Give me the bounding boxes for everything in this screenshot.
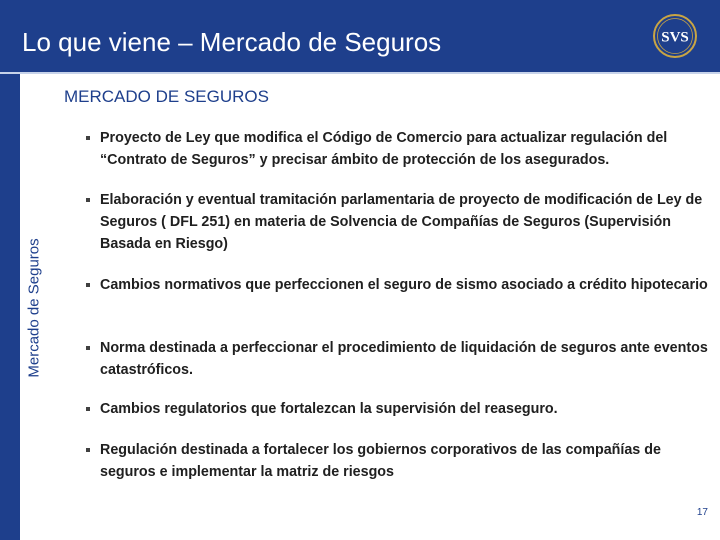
bullet-marker — [86, 283, 90, 287]
bullet-marker — [86, 407, 90, 411]
svs-logo — [652, 13, 698, 59]
bullet-text: Norma destinada a perfeccionar el procedimiento de liquidación de seguros ante eventos catastróficos. — [100, 340, 708, 378]
svg-text:SVS: SVS — [661, 29, 689, 46]
slide-header — [0, 0, 720, 72]
sidebar-band — [0, 74, 20, 540]
section-heading: MERCADO DE SEGUROS — [64, 87, 269, 106]
bullet-text: Cambios normativos que perfeccionen el seguro de sismo asociado a crédito hipotecario — [100, 277, 708, 293]
header-divider — [0, 72, 720, 74]
page-number: 17 — [696, 507, 708, 518]
bullet-marker — [86, 448, 90, 452]
bullet-text: Elaboración y eventual tramitación parlamentaria de proyecto de modificación de Ley de Seguros ( DFL 251) en materia de Solvencia de Compañías de Seguros (Supervisión Basada en Riesgo) — [100, 192, 703, 252]
bullet-marker — [86, 136, 90, 140]
bullet-text: Regulación destinada a fortalecer los gobiernos corporativos de las compañías de seguros e implementar la matriz de riesgos — [100, 442, 661, 480]
sidebar-label: Mercado de Seguros — [25, 238, 43, 378]
bullet-text: Proyecto de Ley que modifica el Código de Comercio para actualizar regulación del “Contrato de Seguros” y precisar ámbito de protección de los asegurados. — [100, 130, 668, 168]
bullet-text: Cambios regulatorios que fortalezcan la supervisión del reaseguro. — [100, 401, 558, 417]
bullet-marker — [86, 198, 90, 202]
bullet-marker — [86, 346, 90, 350]
slide-title: Lo que viene – Mercado de Seguros — [22, 27, 442, 57]
